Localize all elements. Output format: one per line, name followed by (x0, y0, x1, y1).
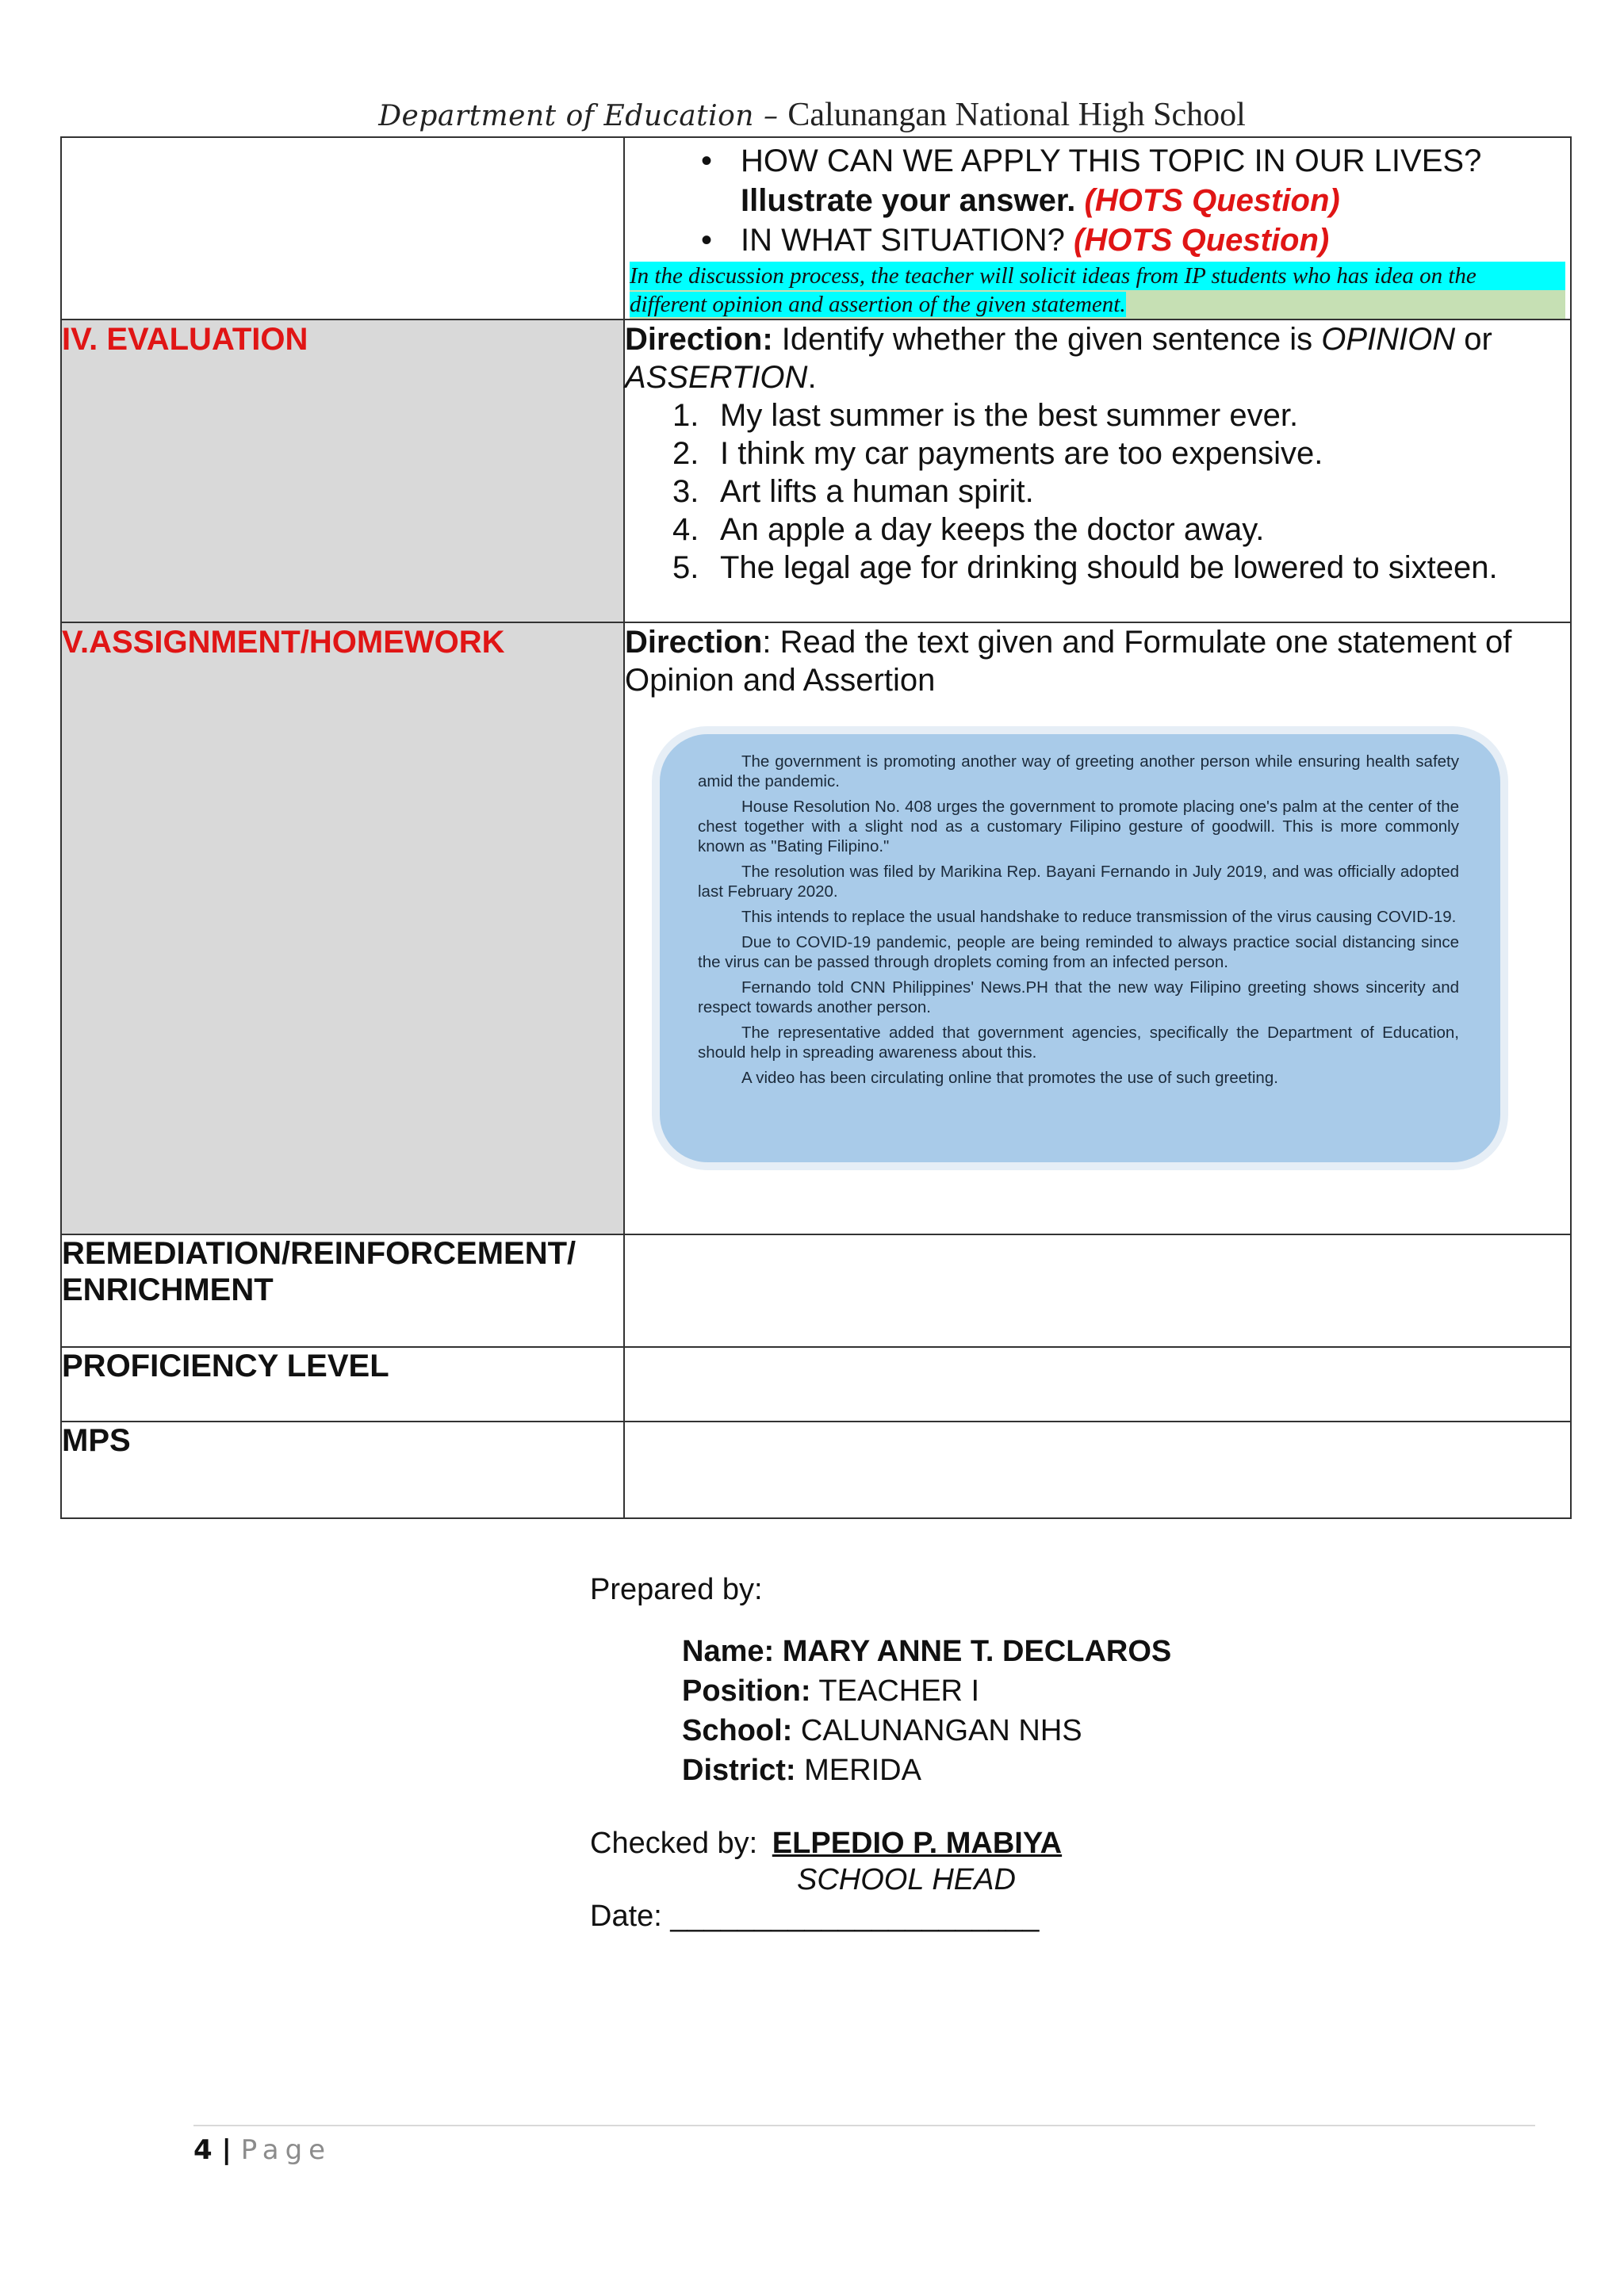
hots-list (638, 141, 1557, 260)
position-value: TEACHER I (810, 1674, 980, 1708)
teacher-note (628, 262, 1567, 319)
header-department: Department of Education (378, 100, 754, 132)
checker-title-text: SCHOOL HEAD (797, 1863, 1016, 1896)
direction-period: . (807, 360, 817, 395)
preparer-position (682, 1671, 979, 1711)
item-text: I think my car payments are too expensive. (720, 436, 1323, 471)
school-value: CALUNANGAN NHS (792, 1714, 1082, 1747)
direction-text: Identify whether the given sentence is (772, 322, 1322, 357)
direction-label: Direction: (625, 322, 773, 357)
name-value: MARY ANNE T. DECLAROS (774, 1635, 1172, 1668)
position-label: Position: (682, 1674, 811, 1708)
news-article-image (660, 734, 1500, 1162)
checked-by-label: Checked by: (590, 1827, 758, 1860)
opinion-word: OPINION (1321, 322, 1456, 357)
remediation-label-cell (61, 1234, 624, 1347)
item-number: 1. (672, 398, 699, 433)
page-header (0, 95, 1624, 136)
name-label: Name: (682, 1635, 775, 1668)
direction-label: Direction (625, 625, 763, 660)
mps-label-cell (61, 1422, 624, 1518)
preparer-name (682, 1632, 1171, 1671)
item-number: 4. (672, 512, 699, 547)
district-value: MERIDA (795, 1754, 921, 1787)
hots-question-1-cont: Illustrate your answer. (741, 183, 1076, 218)
article-paragraph: Due to COVID-19 pandemic, people are being reminded to always practice social distancing since the virus can be passed through droplets coming from an infected person. (698, 933, 1459, 971)
item-text: The legal age for drinking should be lowered to sixteen. (720, 550, 1498, 585)
remediation-label (62, 1235, 623, 1308)
article-paragraph: The resolution was filed by Marikina Rep. Bayani Fernando in July 2019, and was officially adopted last February 2020. (698, 863, 1459, 901)
evaluation-items (625, 396, 1570, 587)
hots-tag: (HOTS Question) (1084, 183, 1340, 218)
date-blank: ______________________ (670, 1900, 1040, 1933)
page-footer (193, 2133, 331, 2168)
empty-left-cell (61, 137, 624, 320)
lesson-plan-table (60, 136, 1572, 1519)
item-number: 5. (672, 550, 699, 585)
assignment-label-cell (61, 622, 624, 1234)
item-number: 2. (672, 436, 699, 471)
hots-cell (624, 137, 1571, 320)
hots-tag: (HOTS Question) (1074, 223, 1330, 258)
list-item (672, 511, 1570, 549)
news-article-text (698, 752, 1459, 1093)
hots-question-2: IN WHAT SITUATION? (741, 223, 1065, 258)
table-row-mps (61, 1422, 1571, 1518)
bullet-icon: • (701, 144, 713, 178)
item-text: My last summer is the best summer ever. (720, 398, 1299, 433)
proficiency-value-cell[interactable] (624, 1347, 1571, 1422)
school-label: School: (682, 1714, 793, 1747)
article-paragraph: A video has been circulating online that promotes the use of such greeting. (741, 1069, 1278, 1087)
list-item (672, 434, 1570, 473)
evaluation-label-cell (61, 320, 624, 622)
remediation-value-cell[interactable] (624, 1234, 1571, 1347)
table-row-evaluation (61, 320, 1571, 622)
table-row-proficiency (61, 1347, 1571, 1422)
page-separator: | (212, 2134, 241, 2166)
prepared-by-label: Prepared by: (590, 1573, 763, 1606)
checked-by-line (590, 1823, 1062, 1863)
table-row-assignment (61, 622, 1571, 1234)
article-paragraph: Fernando told CNN Philippines' News.PH that the new way Filipino greeting shows sincerity and respect towards another person. (698, 978, 1459, 1016)
assertion-word: ASSERTION (625, 360, 808, 395)
item-text: An apple a day keeps the doctor away. (720, 512, 1265, 547)
date-label: Date: (590, 1900, 662, 1933)
or-word: or (1455, 322, 1492, 357)
article-paragraph: The representative added that government agencies, specifically the Department of Education, should help in spreading awareness about this. (698, 1024, 1459, 1062)
list-item (701, 220, 1557, 260)
header-separator: – (754, 100, 788, 132)
teacher-note-line-2: different opinion and assertion of the given statement. (630, 292, 1126, 317)
page-number: 4 (193, 2134, 213, 2166)
page-word: Page (240, 2134, 332, 2166)
assignment-label: V.ASSIGNMENT/HOMEWORK (62, 625, 505, 660)
preparer-school (682, 1711, 1082, 1751)
item-text: Art lifts a human spirit. (720, 474, 1034, 509)
article-paragraph: This intends to replace the usual handshake to reduce transmission of the virus causing COVID-19. (741, 908, 1457, 926)
list-item (701, 141, 1557, 220)
proficiency-label-cell (61, 1347, 624, 1422)
teacher-note-line-2-wrap (630, 290, 1565, 319)
preparer-district (682, 1751, 921, 1790)
assignment-content-cell (624, 622, 1571, 1234)
date-line (590, 1896, 1039, 1936)
hots-question-1: HOW CAN WE APPLY THIS TOPIC IN OUR LIVES? (741, 144, 1482, 178)
list-item (672, 549, 1570, 587)
header-school: Calunangan National High School (787, 97, 1246, 133)
item-number: 3. (672, 474, 699, 509)
teacher-note-line-1: In the discussion process, the teacher will solicit ideas from IP students who has idea on the (630, 262, 1565, 290)
article-paragraph: The government is promoting another way of greeting another person while ensuring health safety amid the pandemic. (698, 752, 1459, 790)
proficiency-label: PROFICIENCY LEVEL (62, 1349, 389, 1383)
district-label: District: (682, 1754, 796, 1787)
table-row-remediation (61, 1234, 1571, 1347)
mps-value-cell[interactable] (624, 1422, 1571, 1518)
evaluation-direction (625, 320, 1570, 396)
evaluation-label: IV. EVALUATION (62, 322, 308, 357)
direction-text: : Read the text given and Formulate one statement of Opinion and Assertion (625, 625, 1512, 698)
bullet-icon: • (701, 223, 713, 258)
list-item (672, 473, 1570, 511)
assignment-direction (625, 623, 1570, 699)
evaluation-content-cell (624, 320, 1571, 622)
list-item (672, 396, 1570, 434)
mps-label: MPS (62, 1423, 131, 1458)
checker-title (797, 1860, 1016, 1900)
remediation-label-line-1: REMEDIATION/REINFORCEMENT/ (62, 1236, 576, 1271)
checker-name: ELPEDIO P. MABIYA (772, 1827, 1063, 1860)
article-paragraph: House Resolution No. 408 urges the government to promote placing one's palm at the center of the chest together with a slight nod as a customary Filipino gesture of goodwill. This is more commonly known as "Bating Filipino." (698, 798, 1459, 855)
remediation-label-line-2: ENRICHMENT (62, 1272, 274, 1307)
footer-divider (193, 2125, 1535, 2126)
table-row-hots (61, 137, 1571, 320)
